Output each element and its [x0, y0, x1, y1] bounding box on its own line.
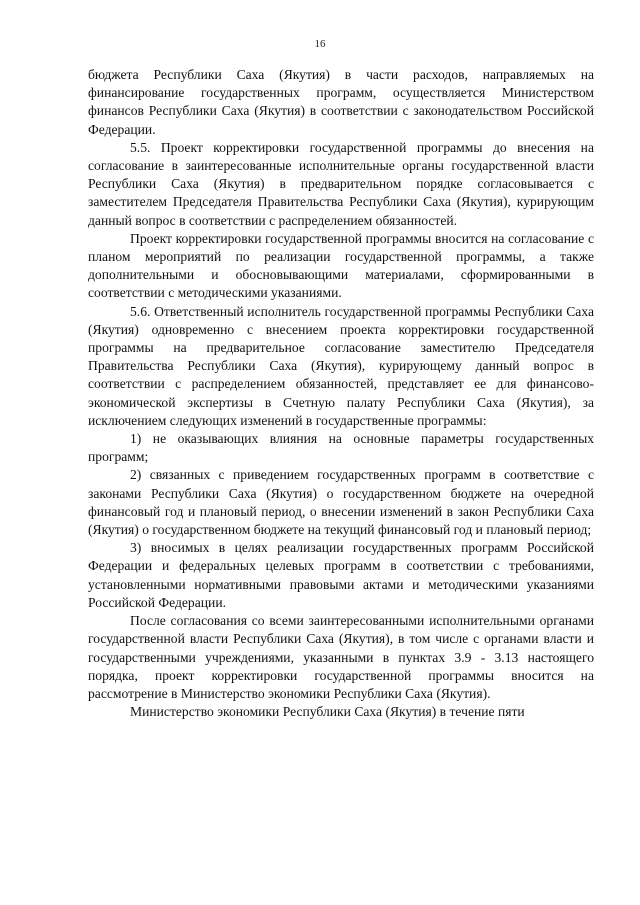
- list-item-2: 2) связанных с приведением государственных программ в соответствие с законами Республики Саха (Якутия) о государственном бюджете на очередной финансовый год и плановый период, о внесении изменений в закон Республики Саха (Якутия) о государственном бюджете на текущий финансовый год и плановый период;: [88, 467, 594, 538]
- paragraph-project-submission: Проект корректировки государственной программы вносится на согласование с планом мероприятий по реализации государственной программы, а также дополнительными и обосновывающими материалами, сформированными в соответствии с методическими указаниями.: [88, 230, 594, 301]
- page-number: 16: [314, 38, 326, 50]
- document-body: [88, 66, 594, 721]
- list-item-3: 3) вносимых в целях реализации государственных программ Российской Федерации и федеральных целевых программ в соответствии с требованиями, установленными нормативными правовыми актами и методическими указаниями Российской Федерации.: [88, 540, 594, 610]
- list-item-1: 1) не оказывающих влияния на основные параметры государственных программ;: [88, 431, 594, 465]
- paragraph-5-6: 5.6. Ответственный исполнитель государственной программы Республики Саха (Якутия) одновременно с внесением проекта корректировки государственной программы на предварительное согласование заместителю Председателя Правительства Республики Саха (Якутия), курирующему данный вопрос в соответствии с распределением обязанностей, представляет ее для финансово-экономической экспертизы в Счетную палату Республики Саха (Якутия), за исключением следующих изменений в государственные программы:: [88, 303, 594, 428]
- paragraph-after-approval: После согласования со всеми заинтересованными исполнительными органами государственной власти Республики Саха (Якутия), в том числе с органами власти и государственными учреждениями, указанными в пунктах 3.9 - 3.13 настоящего порядка, проект корректировки государственной программы вносится на рассмотрение в Министерство экономики Республики Саха (Якутия).: [88, 613, 594, 701]
- paragraph-5-5: 5.5. Проект корректировки государственной программы до внесения на согласование в заинтересованные исполнительные органы государственной власти Республики Саха (Якутия) в предварительном порядке согласовывается с заместителем Председателя Правительства Республики Саха (Якутия), курирующим данный вопрос в соответствии с распределением обязанностей.: [88, 139, 594, 228]
- paragraph-ministry-economy: Министерство экономики Республики Саха (Якутия) в течение пяти: [130, 704, 525, 720]
- paragraph-budget-continuation: бюджета Республики Саха (Якутия) в части расходов, направляемых на финансирование государственных программ, осуществляется Министерством финансов Республики Саха (Якутия) в соответствии с законодательством Российской Федерации.: [88, 67, 594, 137]
